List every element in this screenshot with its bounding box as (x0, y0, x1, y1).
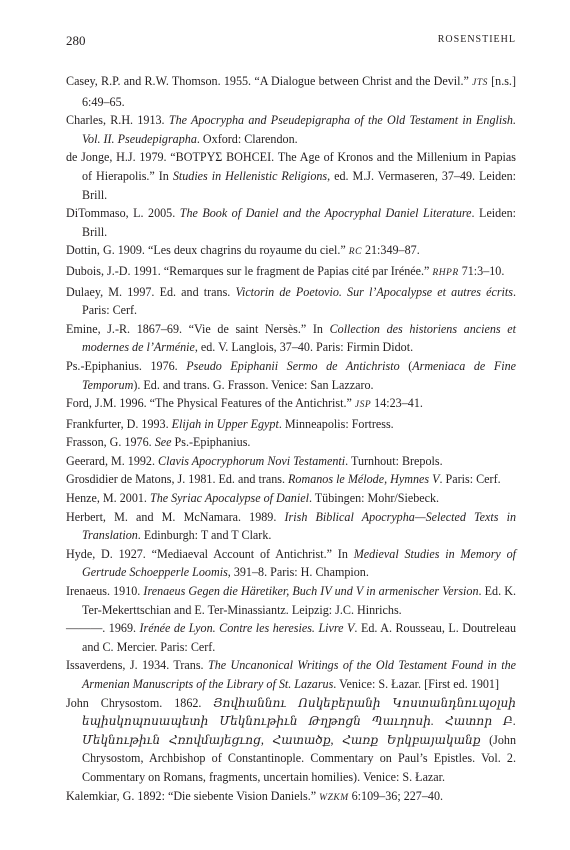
entry-title-italic: Armeniaca de Fine Temporum (82, 358, 516, 392)
entry-text: . Minneapolis: Fortress. (278, 416, 394, 431)
journal-abbrev: WZKM (319, 792, 349, 803)
entry-title-italic: Romanos le Mélode, Hymnes V (288, 472, 440, 487)
entry-title-italic: Studies in Hellenistic Religions (172, 168, 328, 183)
entry-text: Emine, J.-R. 1867–69. “Vie de saint Nersès.” In (66, 321, 330, 336)
bibliography-entry (66, 72, 516, 111)
bibliography-entry (66, 619, 516, 656)
entry-title-italic: Pseudo Epiphanii Sermo de Antichristo (186, 358, 400, 373)
entry-text: , ed. M.J. Vermaseren, 37–49. Leiden: Brill. (82, 168, 516, 202)
entry-title-italic: Victorin de Poetovio. Sur l’Apocalypse et autres écrits (235, 284, 513, 299)
entry-text: Issaverdens, J. 1934. Trans. (66, 658, 208, 673)
entry-text: Dottin, G. 1909. “Les deux chagrins du royaume du ciel.” (66, 243, 349, 258)
entry-text: de Jonge, H.J. 1979. “ΒΟΤΡΥΣ ΒΟΗCΕΙ. The Age of Kronos and the Millenium in Papias of Hierapolis.” In (66, 150, 516, 183)
entry-text: 6:109–36; 227–40. (348, 788, 444, 803)
entry-text: . Turnhout: Brepols. (345, 453, 443, 468)
entry-text: Geerard, M. 1992. (66, 453, 159, 468)
entry-text: . Edinburgh: T and T Clark. (137, 528, 272, 543)
bibliography-entry (66, 470, 516, 489)
entry-text: [n.s.] 6:49–65. (82, 74, 516, 109)
bibliography-entry (66, 545, 516, 582)
bibliography-entry (66, 656, 516, 693)
journal-abbrev: JTS (472, 78, 488, 88)
entry-text: 14:23–41. (371, 396, 423, 411)
entry-text: Dubois, J.-D. 1991. “Remarques sur le fragment de Papias cité par Irénée.” (66, 263, 433, 278)
entry-title-italic: The Apocrypha and Pseudepigrapha of the Old Testament in English. Vol. II. Pseudepigrapha (82, 113, 516, 146)
entry-text: . Ed. A. Rousseau, L. Doutreleau and C. Mercier. Paris: Cerf. (82, 621, 517, 654)
bibliography-entry (66, 508, 516, 545)
bibliography-entry (66, 148, 516, 204)
entry-title-italic: Elijah in Upper Egypt (171, 416, 279, 431)
entry-title-italic: Irenaeus Gegen die Häretiker, Buch IV und V in armenischer Version (143, 584, 479, 599)
entry-text: . Oxford: Clarendon. (196, 131, 298, 146)
entry-text: ( (399, 358, 413, 373)
bibliography-entry (66, 694, 516, 787)
entry-text: . Paris: Cerf. (439, 472, 501, 487)
entry-text: DiTommaso, L. 2005. (66, 206, 180, 221)
entry-text: Dulaey, M. 1997. Ed. and trans. (66, 284, 236, 299)
entry-text: Charles, R.H. 1913. (66, 113, 169, 128)
bibliography-entry (66, 111, 516, 148)
entry-text: ———. 1969. (66, 621, 140, 636)
entry-text: 71:3–10. (458, 263, 505, 278)
bibliography-entry (66, 433, 516, 452)
entry-title-italic: See (154, 435, 172, 450)
entry-text: Ford, J.M. 1996. “The Physical Features of the Antichrist.” (66, 396, 355, 411)
entry-title-italic: Յովհաննու Ոսկեբերանի Կոստանդնուպօլսի եպիսկոպոսապետի Մեկնութիւն Թղթոցն Պաւղոսի. Հատոր Բ. Մեկնութիւն Հռովմայեցւոց, Հատածք, Հառք Երկբայականք (82, 695, 516, 747)
entry-text: Frasson, G. 1976. (66, 435, 155, 450)
journal-abbrev: JSP (354, 400, 372, 411)
entry-text: Irenaeus. 1910. (66, 584, 144, 599)
entry-text: Ps.-Epiphanius. (171, 435, 251, 450)
entry-text: . Tübingen: Mohr/Siebeck. (308, 491, 440, 506)
entry-text: Kalemkiar, G. 1892: “Die siebente Vision Daniels.” (66, 788, 320, 803)
entry-text: . Leiden: Brill. (82, 206, 516, 239)
entry-title-italic: Collection des historiens anciens et modernes de l’Arménie (82, 321, 516, 355)
entry-text: . Paris: Cerf. (82, 284, 516, 318)
bibliography-list (66, 72, 516, 807)
journal-abbrev: RHPR (432, 267, 459, 278)
entry-text: Casey, R.P. and R.W. Thomson. 1955. “A Dialogue between Christ and the Devil.” (66, 74, 473, 88)
bibliography-entry (66, 241, 516, 262)
entry-title-italic: The Book of Daniel and the Apocryphal Daniel Literature (179, 206, 472, 221)
entry-text: John Chrysostom. 1862. (66, 695, 214, 710)
entry-title-italic: Irénée de Lyon. Contre les heresies. Livre V (139, 621, 355, 636)
entry-title-italic: Medieval Studies in Memory of Gertrude Schoepperle Loomis (82, 546, 516, 580)
entry-text: Frankfurter, D. 1993. (66, 416, 172, 431)
entry-text: . Ed. K. Ter-Mekerttschian and E. Ter-Minassiantz. Leipzig: J.C. Hinrichs. (82, 584, 516, 617)
bibliography-entry (66, 357, 516, 394)
bibliography-entry (66, 283, 516, 320)
entry-text: (John Chrysostom, Archbishop of Constantinople. Commentary on Paul’s Epistles. Vol. 2. Commentary on Romans, fragments, uncertain homilies). Venice: S. Łazar. (82, 732, 517, 784)
entry-text: . Venice: S. Łazar. [First ed. 1901] (333, 677, 499, 691)
entry-title-italic: Irish Biblical Apocrypha—Selected Texts in Translation (82, 509, 516, 543)
entry-title-italic: The Syriac Apocalypse of Daniel (149, 491, 309, 506)
bibliography-entry (66, 320, 516, 357)
entry-text: Grosdidier de Matons, J. 1981. Ed. and trans. (66, 472, 289, 487)
entry-title-italic: The Uncanonical Writings of the Old Testament Found in the Armenian Manuscripts of the Library of St. Lazarus (82, 658, 516, 691)
bibliography-entry (66, 452, 516, 471)
bibliography-entry (66, 394, 516, 415)
entry-text: ). Ed. and trans. G. Frasson. Venice: San Lazzaro. (133, 377, 374, 392)
page-number: 280 (66, 33, 86, 48)
bibliography-entry (66, 582, 516, 619)
page-header (66, 33, 516, 53)
entry-text: Henze, M. 2001. (66, 491, 150, 506)
entry-text: , 391–8. Paris: H. Champion. (227, 565, 369, 580)
entry-text: Ps.-Epiphanius. 1976. (66, 358, 187, 373)
bibliography-entry (66, 204, 516, 241)
entry-text: Herbert, M. and M. McNamara. 1989. (66, 509, 285, 524)
bibliography-entry (66, 489, 516, 508)
entry-text: , ed. V. Langlois, 37–40. Paris: Firmin Didot. (194, 340, 414, 355)
bibliography-entry (66, 415, 516, 434)
entry-text: Hyde, D. 1927. “Mediaeval Account of Antichrist.” In (66, 546, 354, 561)
journal-abbrev: RC (348, 247, 362, 258)
bibliography-entry (66, 262, 516, 283)
entry-text: 21:349–87. (361, 243, 420, 258)
bibliography-entry (66, 787, 516, 808)
entry-title-italic: Clavis Apocryphorum Novi Testamenti (158, 453, 346, 468)
running-head: ROSENSTIEHL (437, 34, 516, 45)
